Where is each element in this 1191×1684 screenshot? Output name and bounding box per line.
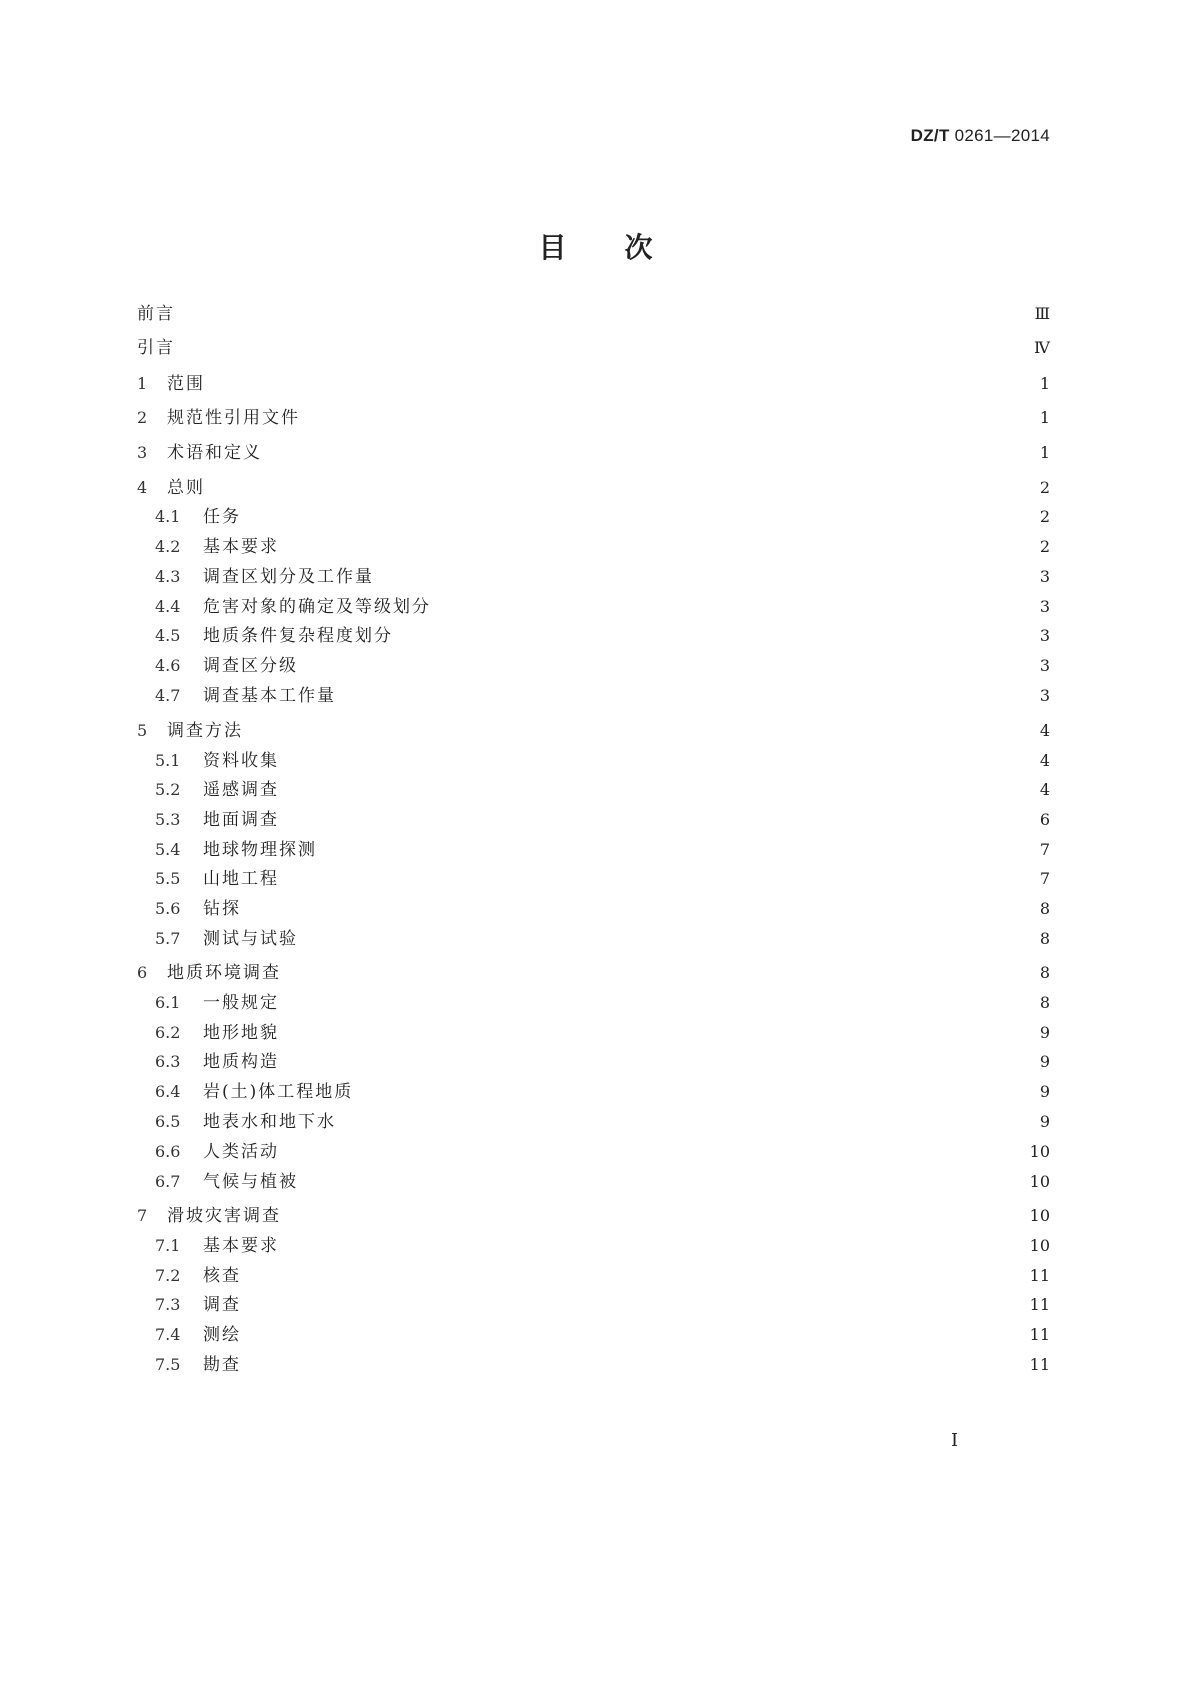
page-title bbox=[0, 226, 1191, 266]
toc-entry-label: 调查方法 bbox=[167, 721, 243, 741]
toc-entry-page: 9 bbox=[1039, 1052, 1050, 1071]
toc-entry[interactable] bbox=[155, 624, 1050, 648]
dot-leader bbox=[247, 1293, 1022, 1317]
toc-entry[interactable] bbox=[155, 927, 1050, 951]
toc-entry-label: 资料收集 bbox=[203, 751, 279, 771]
toc-entry[interactable] bbox=[155, 1323, 1050, 1347]
toc-entry[interactable] bbox=[155, 1234, 1050, 1258]
toc-entry-number: 6.5 bbox=[155, 1112, 181, 1131]
dot-leader bbox=[285, 867, 1028, 891]
toc-entry-page: 8 bbox=[1039, 899, 1050, 918]
toc-entry-number: 6.6 bbox=[155, 1142, 181, 1161]
dot-leader bbox=[437, 595, 1028, 619]
dot-leader bbox=[247, 1264, 1022, 1288]
toc-entry[interactable] bbox=[155, 1293, 1050, 1317]
toc-entry-number: 5.3 bbox=[155, 810, 181, 829]
toc-entry-number: 5.1 bbox=[155, 751, 181, 770]
dot-leader bbox=[285, 749, 1028, 773]
toc-entry-number: 4.5 bbox=[155, 626, 181, 645]
toc-entry-number: 7.3 bbox=[155, 1295, 181, 1314]
toc-entry-page: 11 bbox=[1029, 1355, 1050, 1374]
toc-entry-page: 10 bbox=[1029, 1142, 1050, 1161]
dot-leader bbox=[285, 1140, 1022, 1164]
toc-entry[interactable] bbox=[155, 867, 1050, 891]
toc-entry-number: 1 bbox=[137, 374, 148, 393]
toc-entry-page: 9 bbox=[1039, 1112, 1050, 1131]
dot-leader bbox=[287, 961, 1028, 985]
toc-entry-label: 一般规定 bbox=[203, 993, 279, 1013]
dot-leader bbox=[247, 1353, 1022, 1377]
dot-leader bbox=[285, 1021, 1028, 1045]
toc-entry-page: 1 bbox=[1039, 374, 1050, 393]
toc-entry[interactable] bbox=[155, 1110, 1050, 1134]
toc-entry-label: 规范性引用文件 bbox=[167, 408, 300, 428]
toc-entry-page: 2 bbox=[1039, 507, 1050, 526]
toc-entry-number: 5.6 bbox=[155, 899, 181, 918]
document-code-prefix: DZ/T bbox=[910, 126, 950, 145]
toc-entry-label: 范围 bbox=[167, 374, 205, 394]
toc-entry-number: 6.1 bbox=[155, 993, 181, 1012]
toc-entry-page: 11 bbox=[1029, 1266, 1050, 1285]
toc-entry-label: 钻探 bbox=[203, 899, 241, 919]
dot-leader bbox=[342, 1110, 1028, 1134]
toc-entry-label: 引言 bbox=[137, 338, 175, 358]
toc-entry-label: 调查 bbox=[203, 1295, 241, 1315]
toc-entry-number: 7 bbox=[137, 1206, 148, 1225]
toc-entry[interactable] bbox=[155, 595, 1050, 619]
toc-entry-label: 人类活动 bbox=[203, 1142, 279, 1162]
toc-entry-page: 2 bbox=[1039, 478, 1050, 497]
toc-entry-label: 山地工程 bbox=[203, 869, 279, 889]
toc-entry-number: 5.2 bbox=[155, 780, 181, 799]
toc-entry-number: 4.3 bbox=[155, 567, 181, 586]
toc-entry-page: 3 bbox=[1039, 597, 1050, 616]
toc-entry-number: 5.5 bbox=[155, 869, 181, 888]
toc-entry-page: 2 bbox=[1039, 537, 1050, 556]
toc-entry-page: 11 bbox=[1029, 1295, 1050, 1314]
toc-entry-number: 4.2 bbox=[155, 537, 181, 556]
toc-entry[interactable] bbox=[137, 1204, 1050, 1228]
toc-entry-label: 遥感调查 bbox=[203, 780, 279, 800]
toc-entry-number: 4.4 bbox=[155, 597, 181, 616]
dot-leader bbox=[249, 719, 1028, 743]
toc-entry-page: Ⅳ bbox=[1034, 338, 1050, 357]
toc-entry-page: 3 bbox=[1039, 567, 1050, 586]
toc-entry-page: 7 bbox=[1039, 840, 1050, 859]
toc-entry-number: 3 bbox=[137, 443, 148, 462]
toc-entry-label: 总则 bbox=[167, 478, 205, 498]
toc-entry[interactable] bbox=[137, 372, 1050, 396]
toc-entry[interactable] bbox=[155, 749, 1050, 773]
page-title-char-2: 次 bbox=[624, 231, 653, 264]
toc-entry-label: 前言 bbox=[137, 304, 175, 324]
toc-entry-label: 地表水和地下水 bbox=[203, 1112, 336, 1132]
dot-leader bbox=[285, 1050, 1028, 1074]
dot-leader bbox=[304, 654, 1028, 678]
dot-leader bbox=[181, 336, 1026, 360]
page-title-char-1: 目 bbox=[538, 231, 567, 264]
toc-entry-page: 10 bbox=[1029, 1206, 1050, 1225]
dot-leader bbox=[399, 624, 1028, 648]
toc-entry[interactable] bbox=[155, 1080, 1050, 1104]
toc-entry-label: 滑坡灾害调查 bbox=[167, 1206, 281, 1226]
toc-entry-label: 勘查 bbox=[203, 1355, 241, 1375]
toc-entry-page: 1 bbox=[1039, 443, 1050, 462]
toc-entry[interactable] bbox=[155, 565, 1050, 589]
dot-leader bbox=[285, 778, 1028, 802]
toc-entry[interactable] bbox=[155, 1353, 1050, 1377]
toc-entry-label: 调查基本工作量 bbox=[203, 686, 336, 706]
toc-entry-page: 8 bbox=[1039, 993, 1050, 1012]
toc-entry-label: 危害对象的确定及等级划分 bbox=[203, 597, 431, 617]
toc-entry-number: 7.5 bbox=[155, 1355, 181, 1374]
toc-entry-number: 7.2 bbox=[155, 1266, 181, 1285]
dot-leader bbox=[306, 406, 1028, 430]
toc-entry-label: 岩(土)体工程地质 bbox=[203, 1082, 354, 1102]
toc-entry[interactable] bbox=[137, 441, 1050, 465]
toc-entry[interactable] bbox=[155, 1264, 1050, 1288]
toc-entry[interactable] bbox=[155, 991, 1050, 1015]
toc-entry-label: 基本要求 bbox=[203, 1236, 279, 1256]
toc-entry-label: 气候与植被 bbox=[203, 1172, 298, 1192]
toc-entry-label: 测试与试验 bbox=[203, 929, 298, 949]
toc-entry-page: 7 bbox=[1039, 869, 1050, 888]
toc-entry-number: 6 bbox=[137, 963, 148, 982]
toc-entry[interactable] bbox=[155, 1050, 1050, 1074]
dot-leader bbox=[323, 838, 1028, 862]
dot-leader bbox=[247, 897, 1028, 921]
dot-leader bbox=[304, 927, 1028, 951]
toc-entry-number: 7.1 bbox=[155, 1236, 181, 1255]
toc-entry[interactable] bbox=[155, 1140, 1050, 1164]
dot-leader bbox=[380, 565, 1028, 589]
dot-leader bbox=[268, 441, 1028, 465]
dot-leader bbox=[247, 1323, 1022, 1347]
toc-entry-number: 6.2 bbox=[155, 1023, 181, 1042]
toc-entry-page: Ⅲ bbox=[1034, 304, 1050, 323]
toc-entry-page: 10 bbox=[1029, 1236, 1050, 1255]
toc-entry-label: 测绘 bbox=[203, 1325, 241, 1345]
toc-entry-page: 1 bbox=[1039, 408, 1050, 427]
toc-entry-label: 调查区分级 bbox=[203, 656, 298, 676]
toc-entry-page: 3 bbox=[1039, 656, 1050, 675]
toc-entry-label: 术语和定义 bbox=[167, 443, 262, 463]
toc-entry[interactable] bbox=[137, 406, 1050, 430]
dot-leader bbox=[342, 684, 1028, 708]
toc-entry-page: 10 bbox=[1029, 1172, 1050, 1191]
toc-entry-number: 4 bbox=[137, 478, 148, 497]
toc-entry[interactable] bbox=[137, 336, 1050, 360]
toc-entry-label: 基本要求 bbox=[203, 537, 279, 557]
toc-entry-page: 3 bbox=[1039, 686, 1050, 705]
toc-entry-number: 2 bbox=[137, 408, 148, 427]
document-code bbox=[911, 126, 1050, 146]
toc-entry[interactable] bbox=[155, 535, 1050, 559]
toc-entry-number: 5.7 bbox=[155, 929, 181, 948]
toc-entry-page: 4 bbox=[1039, 751, 1050, 770]
dot-leader bbox=[211, 476, 1028, 500]
dot-leader bbox=[285, 1234, 1022, 1258]
toc-entry-label: 调查区划分及工作量 bbox=[203, 567, 374, 587]
toc-entry-page: 9 bbox=[1039, 1023, 1050, 1042]
toc-entry[interactable] bbox=[155, 654, 1050, 678]
dot-leader bbox=[285, 808, 1028, 832]
toc-entry[interactable] bbox=[155, 897, 1050, 921]
toc-entry-label: 地球物理探测 bbox=[203, 840, 317, 860]
toc-entry-page: 11 bbox=[1029, 1325, 1050, 1344]
toc-entry-page: 3 bbox=[1039, 626, 1050, 645]
page-number: I bbox=[951, 1430, 959, 1451]
toc-entry[interactable] bbox=[155, 1021, 1050, 1045]
dot-leader bbox=[287, 1204, 1022, 1228]
toc-entry-number: 6.7 bbox=[155, 1172, 181, 1191]
toc-entry[interactable] bbox=[137, 302, 1050, 326]
toc-entry-number: 5 bbox=[137, 721, 148, 740]
dot-leader bbox=[211, 372, 1028, 396]
toc-entry[interactable] bbox=[155, 505, 1050, 529]
toc-entry-page: 4 bbox=[1039, 721, 1050, 740]
toc-entry-number: 6.3 bbox=[155, 1052, 181, 1071]
toc-entry[interactable] bbox=[137, 719, 1050, 743]
toc-entry-number: 4.7 bbox=[155, 686, 181, 705]
toc-entry[interactable] bbox=[137, 961, 1050, 985]
toc-entry[interactable] bbox=[155, 778, 1050, 802]
document-code-number: 0261—2014 bbox=[954, 126, 1050, 145]
dot-leader bbox=[247, 505, 1028, 529]
toc-entry-number: 4.6 bbox=[155, 656, 181, 675]
toc-entry-number: 6.4 bbox=[155, 1082, 181, 1101]
toc-entry-label: 任务 bbox=[203, 507, 241, 527]
toc-entry[interactable] bbox=[155, 808, 1050, 832]
toc-entry-page: 8 bbox=[1039, 929, 1050, 948]
toc-entry-page: 8 bbox=[1039, 963, 1050, 982]
toc-entry-number: 4.1 bbox=[155, 507, 181, 526]
toc-entry-page: 9 bbox=[1039, 1082, 1050, 1101]
dot-leader bbox=[304, 1170, 1022, 1194]
toc-entry[interactable] bbox=[137, 476, 1050, 500]
toc-entry-label: 核查 bbox=[203, 1266, 241, 1286]
dot-leader bbox=[359, 1080, 1028, 1104]
dot-leader bbox=[181, 302, 1027, 326]
toc-entry-number: 5.4 bbox=[155, 840, 181, 859]
toc-entry[interactable] bbox=[155, 684, 1050, 708]
toc-entry-label: 地质构造 bbox=[203, 1052, 279, 1072]
toc-entry-label: 地形地貌 bbox=[203, 1023, 279, 1043]
dot-leader bbox=[285, 535, 1028, 559]
toc-entry-label: 地面调查 bbox=[203, 810, 279, 830]
toc-entry[interactable] bbox=[155, 838, 1050, 862]
toc-entry-page: 6 bbox=[1039, 810, 1050, 829]
toc-entry-number: 7.4 bbox=[155, 1325, 181, 1344]
toc-entry-label: 地质条件复杂程度划分 bbox=[203, 626, 393, 646]
toc-entry-label: 地质环境调查 bbox=[167, 963, 281, 983]
dot-leader bbox=[285, 991, 1028, 1015]
toc-entry[interactable] bbox=[155, 1170, 1050, 1194]
toc-entry-page: 4 bbox=[1039, 780, 1050, 799]
